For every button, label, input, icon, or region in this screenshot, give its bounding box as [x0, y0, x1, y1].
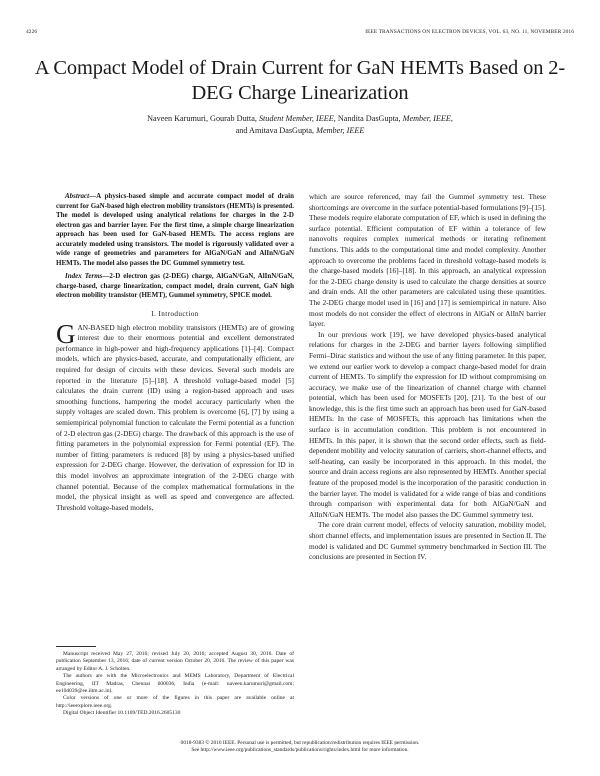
- abstract-text: A physics-based simple and accurate compact model of drain current for GaN-based high electron mobility transistors (HEMTs) is presented. The model is developed using analytical relations for charges in the 2-D electron gas and barrier layer. For the first time, a simple charge linearization approach has been used for GaN-based HEMTs. The access regions are accurately modeled using transistors. The model is rigorously validated over a wide range of geometries and parameters for AlGaN/GaN and AlInN/GaN HEMTs. The model also passes the DC Gummel symmetry test.: [56, 192, 294, 267]
- author-role-1: Student Member, IEEE: [258, 114, 334, 123]
- copyright-line-1: 0018-9383 © 2016 IEEE. Personal use is permitted, but republication/redistribution requires IEEE permission.: [180, 740, 420, 746]
- footnote-rule: [56, 646, 96, 647]
- index-terms-label: Index Terms: [65, 272, 103, 281]
- author-list: [20, 113, 580, 136]
- abstract-label: Abstract: [65, 192, 90, 200]
- authors-text-4: and Amitava DasGupta,: [235, 125, 317, 135]
- author-role-2: Member, IEEE: [402, 114, 451, 123]
- authors-text-1: Naveen Karumuri, Gourab Dutta,: [147, 114, 259, 123]
- copyright-notice: [26, 740, 574, 755]
- left-column: [56, 192, 294, 513]
- right-paragraph-2: In our previous work [19], we have developed physics-based analytical relations for charges in the 2-DEG and barrier layers following simplified Fermi–Dirac statistics and without the use of any fitting parameter. In this paper, we extend our earlier work to develop a compact charge-based model for drain current of HEMTs. To simplify the expression for ID without compromising on accuracy, we make use of the linearization of channel charge with channel potential, which has been used for MOSFETs [20], [21]. To the best of our knowledge, this is the first time such an approach has been used for GaN-based HEMTs. In the case of MOSFETs, this approach has limitations when the surface is in accumulation condition. This problem is not encountered in HEMTs. In this paper, it is shown that the second order effects, such as field-dependent mobility and velocity saturation of carriers, short-channel effects, and self-heating, can easily be incorporated in this approach. In this model, the source and drain access regions are also represented by HEMTs. Another special feature of the proposed model is the incorporation of the parasitic conduction in the barrier layer. The model is validated for a wide range of bias and conditions through comparison with experimental data for both AlGaN/GaN and AlInN/GaN HEMTs. The model also passes the DC Gummel symmetry test.: [309, 329, 546, 519]
- paper-title: A Compact Model of Drain Current for GaN HEMTs Based on 2-DEG Charge Linearization: [34, 57, 566, 104]
- footnote-color: Color versions of one or more of the figures in this paper are available online at http://ieeexplore.ieee.org.: [56, 695, 294, 709]
- section-heading-introduction: I. Introduction: [151, 310, 199, 319]
- journal-name: IEEE TRANSACTIONS ON ELECTRON DEVICES, VOL. 63, NO. 11, NOVEMBER 2016: [365, 29, 574, 35]
- index-terms-text: 2-D electron gas (2-DEG) charge, AlGaN/GaN, AlInN/GaN, charge-based, charge linearization, compact model, drain current, GaN high electron mobility transistor (HEMT), Gummel symmetry, SPICE model.: [56, 272, 295, 300]
- drop-cap: G: [56, 318, 76, 349]
- footnotes: [56, 646, 294, 718]
- authors-text-2: , Nandita DasGupta,: [333, 114, 403, 123]
- index-terms: Index Terms—2-D electron gas (2-DEG) charge, AlGaN/GaN, AlInN/GaN, charge-based, charge linearization, compact model, drain current, GaN high electron mobility transistor (HEMT), Gummel symmetry, SPICE model.: [56, 272, 295, 300]
- authors-text-3: ,: [450, 114, 453, 123]
- footnote-manuscript: Manuscript received May 27, 2016; revised July 20, 2016; accepted August 30, 2016. Date of publication September 13, 2016; date of current version October 20, 2016. The review of this paper was arranged by Editor A. J. Scholten.: [56, 651, 294, 672]
- page-number: 4226: [26, 29, 38, 35]
- intro-text: AN-BASED high electron mobility transistors (HEMTs) are of growing interest due to their enormous potential and excellent demonstrated performance in high-power and high-frequency applications [1]–[4]. Compact models, which are physics-based, accurate, and computationally efficient, are required for design of circuits with these devices. Several such models are reported in the literature [5]–[18]. A threshold voltage-based model [5] calculates the drain current (ID) using a region-based approach and uses smoothing functions, hampering the model accuracy particularly when the supply voltages are scaled down. This problem is overcome [6], [7] by using a semiempirical polynomial function to calculate the Fermi potential as a function of 2-D electron gas (2-DEG) charge. The drawback of this approach is the use of fitting parameters in the polynomial expression for Fermi potential (EF). The number of fitting parameters is reduced [8] by using a physics-based unified expression for 2-DEG charge. However, the derivation of expression for ID in this model involves an approximate integration of the 2-DEG charge with channel potential. Because of the complex mathematical formulations in the model, the physical insight as well as speed and convergence are affected. Threshold voltage-based models,: [56, 322, 294, 512]
- right-paragraph-3: The core drain current model, effects of velocity saturation, mobility model, short channel effects, and implementation issues are presented in Section II. The model is validated and DC Gummel symmetry benchmarked in Section III. The conclusions are presented in Section IV.: [309, 520, 546, 562]
- author-role-3: Member, IEEE: [316, 125, 365, 135]
- footnote-authors: The authors are with the Microelectronics and MEMS Laboratory, Department of Electrical Engineering, IIT Madras, Chennai 600036, India (e-mail: naveen.karumuri@gmail.com; ee10d039@ee.iitm.ac.in).: [56, 673, 294, 695]
- right-paragraph-1: which are source referenced, may fail the Gummel symmetry test. These shortcomings are overcome in the surface potential-based formulations [9]–[15]. These models require elaborate computation of EF, which is used in defining the surface potential. Efficient computation of EF within a tolerance of few nanovolts requires complex numerical methods or iterating refinement functions. This adds to the computational time and model complexity. Another approach to overcome the problems faced in threshold voltage-based models is the charge-based models [16]–[18]. In this approach, an analytical expression for the 2-DEG charge density is used to calculate the charge densities at source and drain ends. All the other parameters are calculated using these quantities. The 2-DEG charge model used in [16] and [17] is semiempirical in nature. Also most models do not consider the effect of electrons in AlGaN or AlInN barrier layer.: [309, 192, 546, 329]
- intro-paragraph: [56, 318, 294, 514]
- copyright-line-2: See http://www.ieee.org/publications_standards/publications/rights/index.html for more information.: [191, 747, 409, 754]
- abstract: Abstract—A physics-based simple and accurate compact model of drain current for GaN-based high electron mobility transistors (HEMTs) is presented. The model is developed using analytical relations for charges in the 2-D electron gas and barrier layer. For the first time, a simple charge linearization approach has been used for GaN-based HEMTs. The access regions are accurately modeled using transistors. The model is rigorously validated over a wide range of geometries and parameters for AlGaN/GaN and AlInN/GaN HEMTs. The model also passes the DC Gummel symmetry test.: [56, 192, 294, 267]
- footnote-doi: Digital Object Identifier 10.1109/TED.2016.2605130: [63, 710, 181, 717]
- right-column: [309, 192, 546, 563]
